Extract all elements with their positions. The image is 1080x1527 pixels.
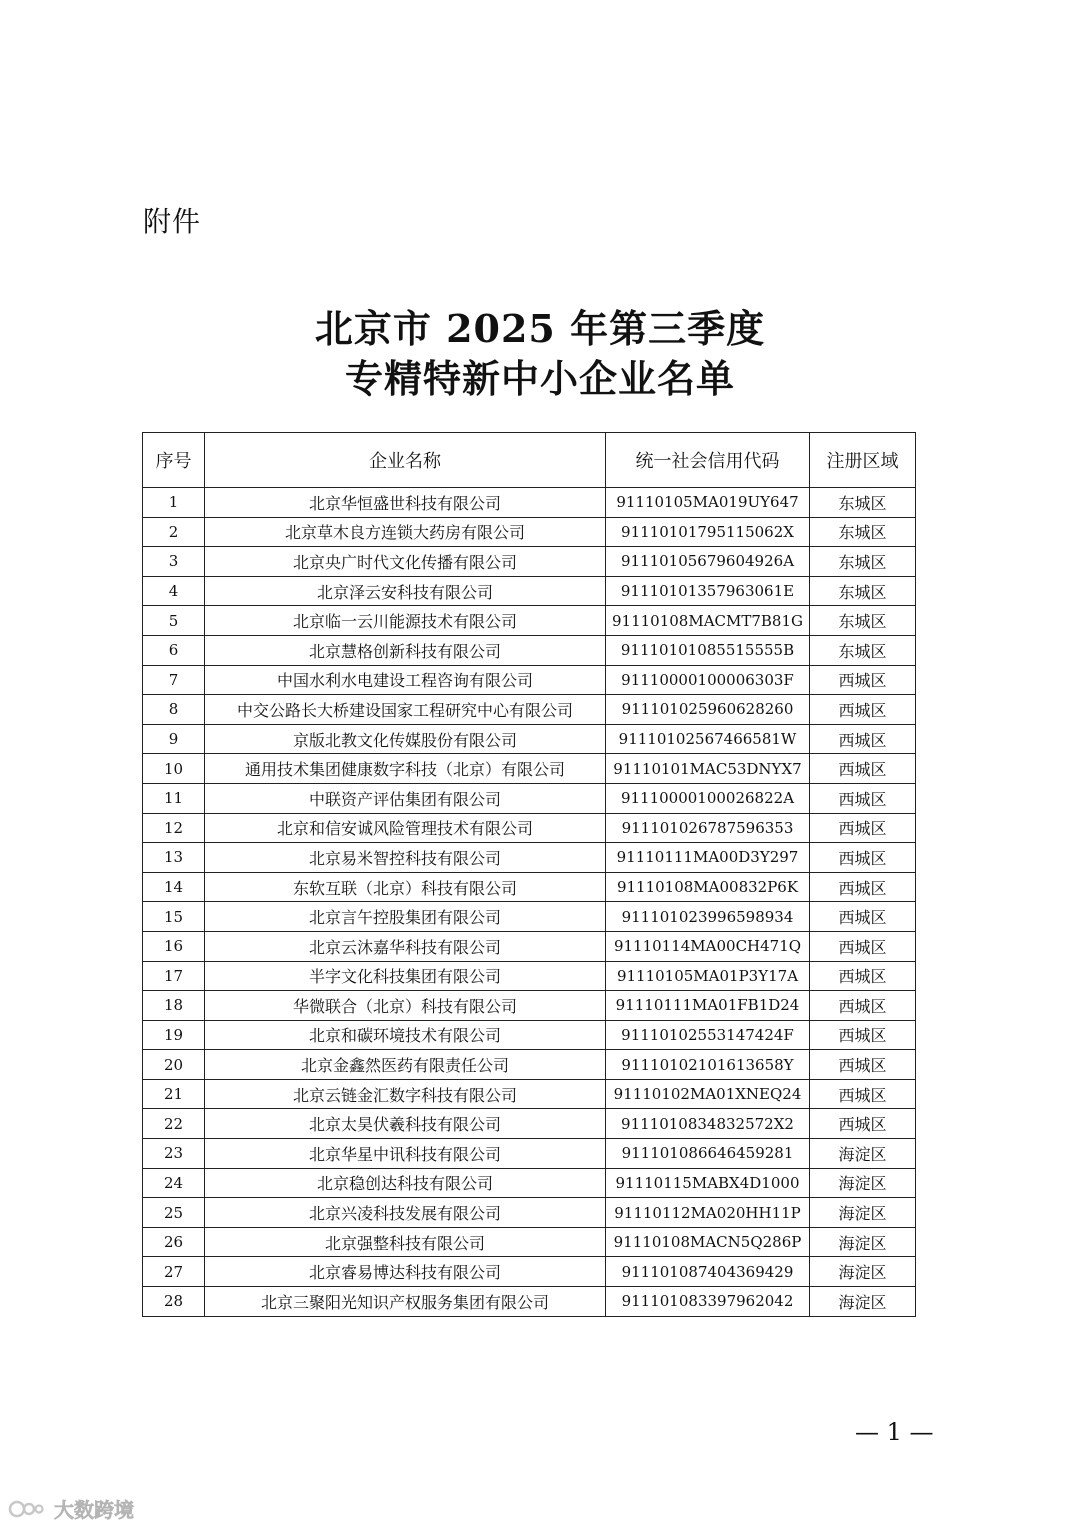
row-district: 西城区 bbox=[810, 695, 916, 725]
header-code: 统一社会信用代码 bbox=[606, 433, 810, 488]
row-index: 6 bbox=[143, 635, 205, 665]
row-company-name: 北京稳创达科技有限公司 bbox=[205, 1168, 606, 1198]
row-company-name: 北京金鑫然医药有限责任公司 bbox=[205, 1050, 606, 1080]
row-company-name: 北京华星中讯科技有限公司 bbox=[205, 1139, 606, 1169]
row-district: 东城区 bbox=[810, 576, 916, 606]
table-body bbox=[143, 488, 916, 1317]
row-credit-code: 91110108MACN5Q286P bbox=[606, 1227, 810, 1257]
row-credit-code: 91110105MA019UY647 bbox=[606, 488, 810, 518]
document-title-line-2: 专精特新中小企业名单 bbox=[344, 356, 735, 401]
row-index: 21 bbox=[143, 1079, 205, 1109]
row-index: 5 bbox=[143, 606, 205, 636]
row-company-name: 中联资产评估集团有限公司 bbox=[205, 783, 606, 813]
row-credit-code: 91110112MA020HH11P bbox=[606, 1198, 810, 1228]
table-row bbox=[143, 1227, 916, 1257]
document-title-line-1: 北京市 2025 年第三季度 bbox=[314, 306, 766, 351]
row-company-name: 北京兴凌科技发展有限公司 bbox=[205, 1198, 606, 1228]
row-company-name: 北京慧格创新科技有限公司 bbox=[205, 635, 606, 665]
table-row bbox=[143, 547, 916, 577]
header-index: 序号 bbox=[143, 433, 205, 488]
row-company-name: 中国水利水电建设工程咨询有限公司 bbox=[205, 665, 606, 695]
row-credit-code: 911101083397962042 bbox=[606, 1287, 810, 1317]
row-company-name: 北京太昊伏羲科技有限公司 bbox=[205, 1109, 606, 1139]
row-district: 西城区 bbox=[810, 991, 916, 1021]
table-row bbox=[143, 1198, 916, 1228]
row-district: 海淀区 bbox=[810, 1198, 916, 1228]
row-credit-code: 91110101795115062X bbox=[606, 517, 810, 547]
table-row bbox=[143, 488, 916, 518]
table-row bbox=[143, 961, 916, 991]
row-district: 东城区 bbox=[810, 488, 916, 518]
watermark bbox=[8, 1494, 134, 1523]
row-district: 西城区 bbox=[810, 1050, 916, 1080]
row-index: 13 bbox=[143, 843, 205, 873]
row-credit-code: 911101023996598934 bbox=[606, 902, 810, 932]
table-row bbox=[143, 1020, 916, 1050]
header-name: 企业名称 bbox=[205, 433, 606, 488]
row-district: 西城区 bbox=[810, 665, 916, 695]
row-company-name: 北京草木良方连锁大药房有限公司 bbox=[205, 517, 606, 547]
row-credit-code: 91110000100006303F bbox=[606, 665, 810, 695]
row-company-name: 北京云链金汇数字科技有限公司 bbox=[205, 1079, 606, 1109]
row-index: 26 bbox=[143, 1227, 205, 1257]
row-credit-code: 91110102101613658Y bbox=[606, 1050, 810, 1080]
row-company-name: 北京华恒盛世科技有限公司 bbox=[205, 488, 606, 518]
table-row bbox=[143, 1079, 916, 1109]
row-index: 3 bbox=[143, 547, 205, 577]
row-credit-code: 9111010834832572X2 bbox=[606, 1109, 810, 1139]
row-credit-code: 91110105MA01P3Y17A bbox=[606, 961, 810, 991]
row-index: 11 bbox=[143, 783, 205, 813]
table-row bbox=[143, 576, 916, 606]
table-row bbox=[143, 1139, 916, 1169]
row-district: 西城区 bbox=[810, 1079, 916, 1109]
table-row bbox=[143, 872, 916, 902]
row-index: 15 bbox=[143, 902, 205, 932]
page-number: — 1 — bbox=[855, 1418, 934, 1446]
row-company-name: 通用技术集团健康数字科技（北京）有限公司 bbox=[205, 754, 606, 784]
row-index: 10 bbox=[143, 754, 205, 784]
row-company-name: 北京临一云川能源技术有限公司 bbox=[205, 606, 606, 636]
table-row bbox=[143, 931, 916, 961]
table-row bbox=[143, 635, 916, 665]
table-row bbox=[143, 783, 916, 813]
row-index: 14 bbox=[143, 872, 205, 902]
row-credit-code: 91110102553147424F bbox=[606, 1020, 810, 1050]
row-credit-code: 911101086646459281 bbox=[606, 1139, 810, 1169]
row-credit-code: 911101026787596353 bbox=[606, 813, 810, 843]
row-company-name: 京版北教文化传媒股份有限公司 bbox=[205, 724, 606, 754]
row-company-name: 华微联合（北京）科技有限公司 bbox=[205, 991, 606, 1021]
row-index: 19 bbox=[143, 1020, 205, 1050]
row-credit-code: 91110108MA00832P6K bbox=[606, 872, 810, 902]
table-row bbox=[143, 1257, 916, 1287]
row-index: 4 bbox=[143, 576, 205, 606]
row-district: 西城区 bbox=[810, 813, 916, 843]
row-company-name: 北京睿易博达科技有限公司 bbox=[205, 1257, 606, 1287]
row-district: 海淀区 bbox=[810, 1257, 916, 1287]
row-company-name: 北京强整科技有限公司 bbox=[205, 1227, 606, 1257]
row-district: 西城区 bbox=[810, 1020, 916, 1050]
row-index: 23 bbox=[143, 1139, 205, 1169]
table-row bbox=[143, 606, 916, 636]
table-row bbox=[143, 724, 916, 754]
row-credit-code: 91110101085515555B bbox=[606, 635, 810, 665]
row-index: 2 bbox=[143, 517, 205, 547]
row-company-name: 中交公路长大桥建设国家工程研究中心有限公司 bbox=[205, 695, 606, 725]
row-index: 7 bbox=[143, 665, 205, 695]
row-credit-code: 91110102567466581W bbox=[606, 724, 810, 754]
row-district: 海淀区 bbox=[810, 1139, 916, 1169]
enterprise-table bbox=[142, 432, 916, 1317]
table-row bbox=[143, 1109, 916, 1139]
row-company-name: 北京易米智控科技有限公司 bbox=[205, 843, 606, 873]
table-row bbox=[143, 754, 916, 784]
watermark-text: 大数跨境 bbox=[54, 1498, 134, 1522]
row-index: 25 bbox=[143, 1198, 205, 1228]
row-district: 东城区 bbox=[810, 517, 916, 547]
row-credit-code: 911101087404369429 bbox=[606, 1257, 810, 1287]
table-header-row bbox=[143, 433, 916, 488]
header-district: 注册区域 bbox=[810, 433, 916, 488]
row-company-name: 半字文化科技集团有限公司 bbox=[205, 961, 606, 991]
row-credit-code: 91110102MA01XNEQ24 bbox=[606, 1079, 810, 1109]
row-district: 西城区 bbox=[810, 754, 916, 784]
table-row bbox=[143, 1287, 916, 1317]
row-index: 28 bbox=[143, 1287, 205, 1317]
row-index: 18 bbox=[143, 991, 205, 1021]
row-credit-code: 91110000100026822A bbox=[606, 783, 810, 813]
table-row bbox=[143, 813, 916, 843]
attachment-label: 附件 bbox=[143, 205, 202, 238]
row-credit-code: 91110101MAC53DNYX7 bbox=[606, 754, 810, 784]
row-district: 东城区 bbox=[810, 547, 916, 577]
table-row bbox=[143, 902, 916, 932]
row-credit-code: 91110114MA00CH471Q bbox=[606, 931, 810, 961]
row-index: 17 bbox=[143, 961, 205, 991]
row-index: 1 bbox=[143, 488, 205, 518]
row-index: 20 bbox=[143, 1050, 205, 1080]
table-row bbox=[143, 991, 916, 1021]
row-district: 西城区 bbox=[810, 872, 916, 902]
row-district: 西城区 bbox=[810, 1109, 916, 1139]
table-row bbox=[143, 517, 916, 547]
row-index: 9 bbox=[143, 724, 205, 754]
row-credit-code: 911101025960628260 bbox=[606, 695, 810, 725]
table-row bbox=[143, 1168, 916, 1198]
row-company-name: 北京云沐嘉华科技有限公司 bbox=[205, 931, 606, 961]
row-district: 海淀区 bbox=[810, 1168, 916, 1198]
row-district: 西城区 bbox=[810, 931, 916, 961]
row-index: 16 bbox=[143, 931, 205, 961]
row-index: 8 bbox=[143, 695, 205, 725]
table-row bbox=[143, 665, 916, 695]
row-district: 西城区 bbox=[810, 843, 916, 873]
row-district: 西城区 bbox=[810, 724, 916, 754]
row-company-name: 北京和碳环境技术有限公司 bbox=[205, 1020, 606, 1050]
watermark-logo-icon bbox=[8, 1498, 48, 1520]
row-index: 12 bbox=[143, 813, 205, 843]
row-district: 西城区 bbox=[810, 783, 916, 813]
row-district: 东城区 bbox=[810, 635, 916, 665]
row-company-name: 北京言午控股集团有限公司 bbox=[205, 902, 606, 932]
row-index: 22 bbox=[143, 1109, 205, 1139]
row-credit-code: 91110101357963061E bbox=[606, 576, 810, 606]
row-credit-code: 91110108MACMT7B81G bbox=[606, 606, 810, 636]
row-company-name: 北京央广时代文化传播有限公司 bbox=[205, 547, 606, 577]
row-district: 海淀区 bbox=[810, 1227, 916, 1257]
table-row bbox=[143, 1050, 916, 1080]
row-credit-code: 91110115MABX4D1000 bbox=[606, 1168, 810, 1198]
table-row bbox=[143, 695, 916, 725]
row-credit-code: 91110105679604926A bbox=[606, 547, 810, 577]
row-company-name: 北京三聚阳光知识产权服务集团有限公司 bbox=[205, 1287, 606, 1317]
table-row bbox=[143, 843, 916, 873]
row-company-name: 东软互联（北京）科技有限公司 bbox=[205, 872, 606, 902]
row-district: 西城区 bbox=[810, 902, 916, 932]
row-company-name: 北京和信安诚风险管理技术有限公司 bbox=[205, 813, 606, 843]
row-district: 东城区 bbox=[810, 606, 916, 636]
row-credit-code: 91110111MA01FB1D24 bbox=[606, 991, 810, 1021]
row-index: 24 bbox=[143, 1168, 205, 1198]
row-district: 海淀区 bbox=[810, 1287, 916, 1317]
row-company-name: 北京泽云安科技有限公司 bbox=[205, 576, 606, 606]
row-credit-code: 91110111MA00D3Y297 bbox=[606, 843, 810, 873]
row-index: 27 bbox=[143, 1257, 205, 1287]
row-district: 西城区 bbox=[810, 961, 916, 991]
